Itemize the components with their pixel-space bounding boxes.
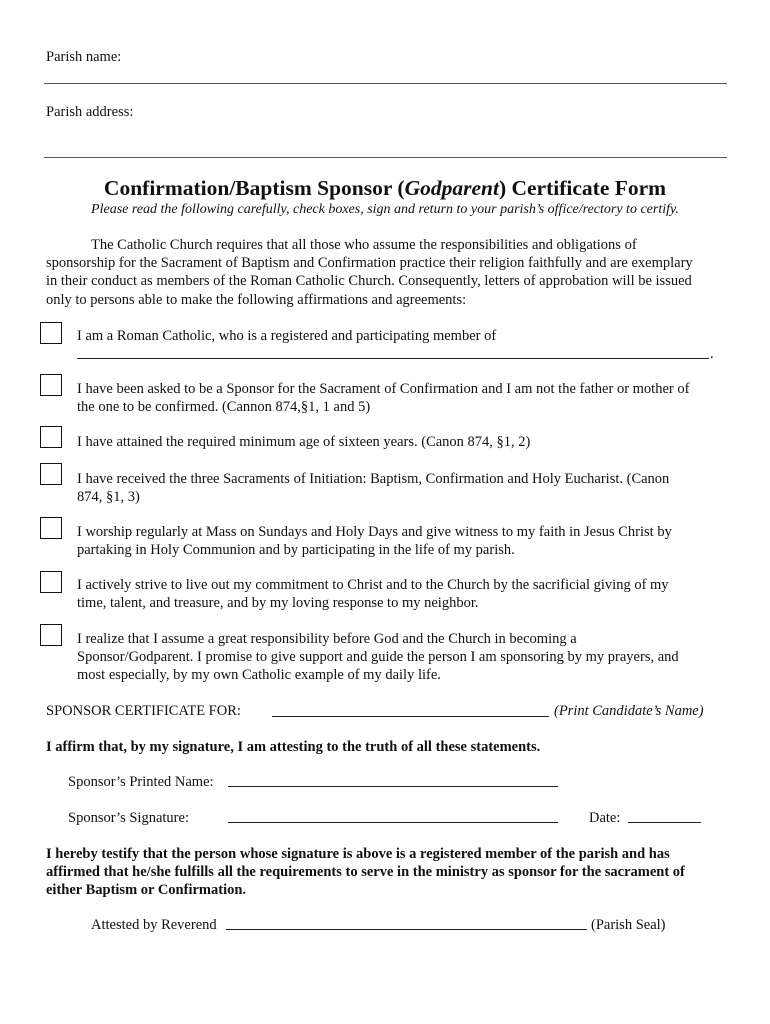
parish-address-line[interactable] — [44, 157, 727, 158]
affirmation-3-text: I have attained the required minimum age of sixteen years. (Canon 874, §1, 2) — [77, 434, 531, 450]
date-label: Date: — [589, 810, 621, 826]
candidate-name-hint: (Print Candidate’s Name) — [554, 703, 704, 719]
attested-by-label: Attested by Reverend — [91, 917, 217, 933]
parish-address-label: Parish address: — [46, 104, 134, 120]
affirmation-1-text: I am a Roman Catholic, who is a registered and participating member of — [77, 328, 497, 344]
certificate-label: SPONSOR CERTIFICATE FOR: — [46, 703, 241, 719]
parish-seal-label: (Parish Seal) — [591, 917, 666, 933]
signature-field[interactable] — [228, 808, 558, 823]
affirmation-1-checkbox[interactable] — [40, 322, 62, 344]
printed-name-label: Sponsor’s Printed Name: — [68, 774, 214, 790]
affirmation-4-checkbox[interactable] — [40, 463, 62, 485]
parish-name-label: Parish name: — [46, 49, 122, 65]
affirmation-3-checkbox[interactable] — [40, 426, 62, 448]
affirmation-4-text: I have received the three Sacraments of Initiation: Baptism, Confirmation and Holy Eucharist. (Canon 874, §1, 3) — [77, 471, 670, 506]
parish-membership-field[interactable] — [77, 344, 709, 359]
membership-period: . — [710, 346, 714, 362]
printed-name-field[interactable] — [228, 772, 558, 787]
reverend-signature-field[interactable] — [226, 915, 587, 930]
affirmation-6-checkbox[interactable] — [40, 571, 62, 593]
affirmation-6-text: I actively strive to live out my commitment to Christ and to the Church by the sacrificial giving of my time, talent, and treasure, and by my loving response to my neighbor. — [77, 577, 669, 612]
affirm-statement: I affirm that, by my signature, I am attesting to the truth of all these statements. — [46, 739, 541, 755]
candidate-name-field[interactable] — [272, 702, 549, 717]
affirmation-5-checkbox[interactable] — [40, 517, 62, 539]
affirmation-2-checkbox[interactable] — [40, 374, 62, 396]
intro-paragraph: The Catholic Church requires that all those who assume the responsibilities and obligations of sponsorship for the Sacrament of Baptism and Confirmation practice their religion faithfully and are exemplary in their conduct as members of the Roman Catholic Church. Consequently, letters of approbation will be issued only to persons able to make the following affirmations and agreements: — [46, 237, 693, 308]
form-title: Confirmation/Baptism Sponsor (Godparent) Certificate Form — [103, 176, 667, 200]
affirmation-5-text: I worship regularly at Mass on Sundays and Holy Days and give witness to my faith in Jesus Christ by partaking in Holy Communion and by participating in the life of my parish. — [77, 524, 672, 559]
affirmation-2-text: I have been asked to be a Sponsor for the Sacrament of Confirmation and I am not the father or mother of the one to be confirmed. (Cannon 874,§1, 1 and 5) — [77, 381, 690, 416]
form-instructions: Please read the following carefully, check boxes, sign and return to your parish’s office/rectory to certify. — [91, 202, 679, 217]
affirmation-7-text: I realize that I assume a great responsibility before God and the Church in becoming a Sponsor/Godparent. I promise to give support and guide the person I am sponsoring by my prayers, and most especially, by my own Catholic example of my daily life. — [77, 631, 679, 684]
parish-name-line[interactable] — [44, 83, 727, 84]
date-field[interactable] — [628, 808, 701, 823]
testify-paragraph: I hereby testify that the person whose signature is above is a registered member of the parish and has affirmed that he/she fulfills all the requirements to serve in the ministry as sponsor for the sacrament of either Baptism or Confirmation. — [46, 846, 685, 898]
signature-label: Sponsor’s Signature: — [68, 810, 189, 826]
affirmation-7-checkbox[interactable] — [40, 624, 62, 646]
